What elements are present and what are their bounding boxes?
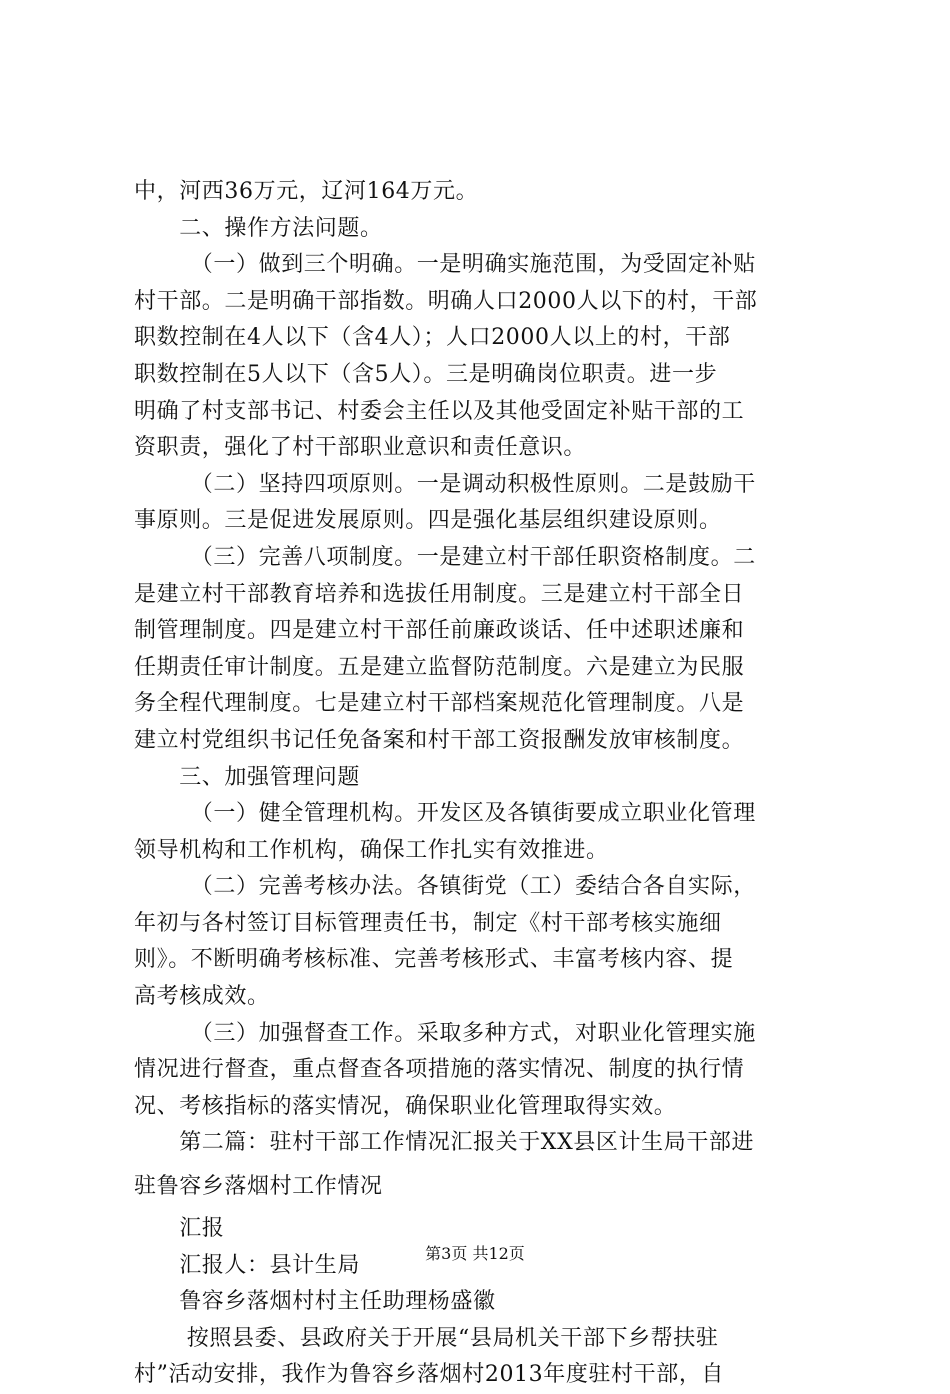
text-line: 建立村党组织书记任免备案和村干部工资报酬发放审核制度。: [134, 727, 745, 753]
text-line: 按照县委、县政府关于开展“县局机关干部下乡帮扶驻: [134, 1325, 719, 1351]
text-line: （二）完善考核办法。各镇街党（工）委结合各自实际，: [134, 874, 756, 900]
text-line: 资职责，强化了村干部职业意识和责任意识。: [134, 435, 587, 461]
text-line: 领导机构和工作机构，确保工作扎实有效推进。: [134, 837, 609, 863]
text-line: 年初与各村签订目标管理责任书，制定《村干部考核实施细: [134, 910, 722, 936]
text-line: （三）加强督查工作。采取多种方式，对职业化管理实施: [134, 1020, 756, 1046]
text-line: 村干部。二是明确干部指数。明确人口2000人以下的村，干部: [134, 288, 758, 314]
text-line: 中，河西36万元，辽河164万元。: [134, 179, 479, 204]
text-line: （一）做到三个明确。一是明确实施范围，为受固定补贴: [134, 252, 756, 278]
text-line: 职数控制在4人以下（含4人）；人口2000人以上的村，干部: [134, 325, 731, 351]
text-line: 制管理制度。四是建立村干部任前廉政谈话、任中述职述廉和: [134, 618, 745, 644]
text-line: 则》。不断明确考核标准、完善考核形式、丰富考核内容、提: [134, 947, 734, 973]
document-body: [134, 174, 834, 1394]
section-heading: 二、操作方法问题。: [134, 215, 383, 241]
page-number-footer: 第3页 共12页: [425, 1244, 525, 1263]
chapter-title: 驻鲁容乡落烟村工作情况: [134, 1174, 383, 1200]
text-line: 汇报: [134, 1216, 225, 1242]
text-line: 职数控制在5人以下（含5人）。三是明确岗位职责。进一步: [134, 361, 718, 387]
text-line: （二）坚持四项原则。一是调动积极性原则。二是鼓励干: [134, 471, 756, 497]
text-line: 明确了村支部书记、村委会主任以及其他受固定补贴干部的工: [134, 398, 745, 424]
text-line: （一）健全管理机构。开发区及各镇街要成立职业化管理: [134, 801, 756, 827]
text-line: 高考核成效。: [134, 984, 270, 1010]
text-line: 况、考核指标的落实情况，确保职业化管理取得实效。: [134, 1093, 677, 1119]
text-line: 事原则。三是促进发展原则。四是强化基层组织建设原则。: [134, 508, 722, 534]
text-line: 情况进行督查，重点督查各项措施的落实情况、制度的执行情: [134, 1057, 745, 1083]
text-line: （三）完善八项制度。一是建立村干部任职资格制度。二: [134, 544, 756, 570]
text-line: 是建立村干部教育培养和选拔任用制度。三是建立村干部全日: [134, 581, 745, 607]
text-line: 鲁容乡落烟村村主任助理杨盛徽: [134, 1289, 496, 1315]
chapter-title: 第二篇：驻村干部工作情况汇报关于XX县区计生局干部进: [134, 1130, 755, 1156]
section-heading: 三、加强管理问题: [134, 764, 361, 790]
text-line: 务全程代理制度。七是建立村干部档案规范化管理制度。八是: [134, 691, 745, 717]
text-line: 汇报人：县计生局: [134, 1252, 361, 1278]
text-line: 村”活动安排，我作为鲁容乡落烟村2013年度驻村干部，自: [134, 1362, 725, 1388]
text-line: 任期责任审计制度。五是建立监督防范制度。六是建立为民服: [134, 654, 745, 680]
